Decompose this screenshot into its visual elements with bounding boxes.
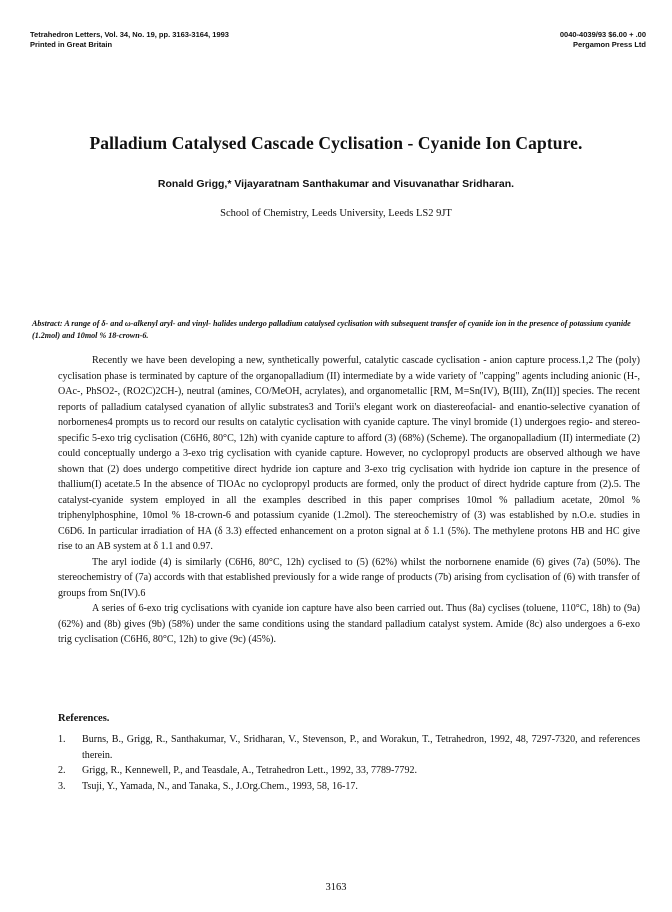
article-title: Palladium Catalysed Cascade Cyclisation - Cyanide Ion Capture.	[89, 133, 583, 153]
body-paragraph-1: Recently we have been developing a new, synthetically powerful, catalytic cascade cyclisation - anion capture process.1,2 The (poly) cyclisation phase is terminated by capture of the organopalladium (II) intermediate by a wide variety of "capping" agents including anionic (H-, OAc-, PhSO2-, (RO2C)2CH-), neutral (amines, CO/MeOH, acrylates), and organometallic [RM, M=Sn(IV), B(III), Zn(II)] species. The recent reports of palladium catalysed cyanation of allylic substrates3 and Torii's elegant work on diastereofacial- and enantio-selective cyanation of norbornenes4 prompts us to record our results on catalytic cyclisation with cyanide capture. The vinyl bromide (1) undergoes regio- and stereo-specific 5-exo trig cyclisation (C6H6, 80°C, 12h) with cyanide capture to afford (3) (68%) (Scheme). The organopalladium (II) intermediate (2) could conceptually undergo a 3-exo trig cyclisation with cyanide capture. However, no cyclopropyl products are observed although we have shown that (2) does undergo competitive direct hydride ion capture and 3-exo trig cyclisation with hydride ion capture in the presence of thallium(I) acetate.5 In the absence of TlOAc no cyclopropyl products are formed, only the product of direct hydride capture from (2).5. The catalyst-cyanide system employed in all the examples described in this paper comprises 10mol % palladium acetate, 20mol % triphenylphosphine, 10mol % 18-crown-6 and potassium cyanide (1.2mol). The stereochemistry of (3) was established by n.O.e. studies in C6D6. In particular irradiation of HA (δ 3.3) effected enhancement on a proton signal at δ 1.1 (5%). The methylene protons HB and HC give rise to an AB system at δ 1.1 and 0.97.	[58, 355, 640, 552]
reference-item	[58, 763, 640, 779]
body-paragraph-3: A series of 6-exo trig cyclisations with cyanide ion capture have also been carried out. Thus (8a) cyclises (toluene, 110°C, 18h) to (9a) (62%) and (8b) gives (9b) (58%) under the same conditions using the standard palladium catalyst system. Amide (8c) also undergoes a 6-exo trig cyclisation (C6H6, 80°C, 12h) to give (9c) (45%).	[58, 603, 640, 645]
abstract-label: Abstract:	[32, 319, 63, 328]
references-list	[58, 732, 640, 794]
abstract-text: A range of δ- and ω-alkenyl aryl- and vinyl- halides undergo palladium catalysed cyclisation with subsequent transfer of cyanide ion in the presence of potassium cyanide (1.2mol) and 10mol % 18-crown-6.	[32, 319, 631, 340]
reference-text: Grigg, R., Kennewell, P., and Teasdale, A., Tetrahedron Lett., 1992, 33, 7789-7792.	[82, 765, 418, 776]
author-affiliation: School of Chemistry, Leeds University, Leeds LS2 9JT	[220, 208, 452, 219]
reference-number: 2.	[58, 765, 66, 776]
abstract	[32, 318, 632, 342]
reference-text: Tsuji, Y., Yamada, N., and Tanaka, S., J.Org.Chem., 1993, 58, 16-17.	[82, 780, 358, 792]
references-heading: References.	[58, 713, 110, 724]
reference-number: 3.	[58, 780, 66, 792]
reference-text: Burns, B., Grigg, R., Santhakumar, V., Sridharan, V., Stevenson, P., and Worakun, T., Tetrahedron, 1992, 48, 7297-7320, and references therein.	[82, 734, 640, 761]
article-body	[58, 353, 640, 648]
reference-item	[58, 779, 640, 795]
printed-location: Printed in Great Britain	[30, 40, 113, 49]
publisher-name: Pergamon Press Ltd	[573, 40, 646, 49]
reference-item	[58, 732, 640, 763]
journal-header	[30, 30, 229, 50]
article-authors: Ronald Grigg,* Vijayaratnam Santhakumar and Visuvanathar Sridharan.	[157, 178, 515, 190]
journal-citation: Tetrahedron Letters, Vol. 34, No. 19, pp. 3163-3164, 1993	[30, 30, 229, 39]
page-number: 3163	[325, 882, 347, 893]
body-paragraph-2: The aryl iodide (4) is similarly (C6H6, 80°C, 12h) cyclised to (5) (62%) whilst the norbornene enamide (6) gives (7a) (50%). The stereochemistry of (7a) accords with that established previously for a wide range of products (7b) arising from cyclisation of (6) with transfer of groups from Sn(IV).6	[58, 556, 640, 599]
issn-price: 0040-4039/93 $6.00 + .00	[559, 30, 646, 39]
reference-number: 1.	[58, 734, 66, 745]
publisher-header	[560, 30, 646, 50]
